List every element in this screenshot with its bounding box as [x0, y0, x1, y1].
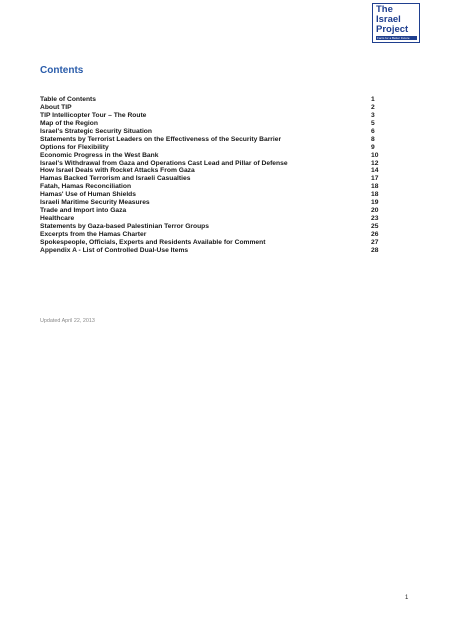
- toc-entry-title: Israel's Strategic Security Situation: [40, 127, 152, 135]
- toc-entry-title: About TIP: [40, 103, 72, 111]
- toc-entry-title: Israeli Maritime Security Measures: [40, 199, 150, 207]
- toc-entry-page: 20: [371, 207, 379, 215]
- toc-entry-title: Appendix A - List of Controlled Dual-Use Items: [40, 246, 189, 254]
- toc-entry-title: Israel's Withdrawal from Gaza and Operations Cast Lead and Pillar of Defense: [40, 159, 288, 167]
- toc-entry-title: Spokespeople, Officials, Experts and Residents Available for Comment: [40, 238, 266, 246]
- toc-entry-title: Statements by Gaza-based Palestinian Terror Groups: [40, 223, 209, 230]
- toc-entry-page: 3: [371, 111, 375, 119]
- toc-entry[interactable]: [40, 128, 385, 136]
- toc-entry-title: How Israel Deals with Rocket Attacks From Gaza: [40, 167, 195, 175]
- toc-entry-page: 14: [371, 167, 379, 175]
- logo-tagline: Facts for a Better Future: [376, 36, 417, 40]
- toc-entry-page: 1: [371, 96, 375, 103]
- toc-entry-page: 10: [371, 151, 379, 159]
- toc-entry-page: 28: [371, 246, 379, 254]
- toc-entry-page: 6: [371, 127, 375, 135]
- toc-entry-page: 9: [371, 143, 375, 151]
- toc-entry[interactable]: [40, 167, 385, 175]
- toc-entry[interactable]: [40, 144, 385, 152]
- toc-entry-title: Fatah, Hamas Reconciliation: [40, 183, 132, 191]
- contents-heading: Contents: [40, 65, 84, 76]
- toc-entry[interactable]: [40, 104, 385, 112]
- updated-date: Updated April 22, 2013: [40, 318, 95, 324]
- logo-line-2: Israel: [376, 14, 401, 25]
- toc-entry-page: 8: [371, 135, 375, 143]
- toc-entry-page: 27: [371, 238, 379, 246]
- toc-entry-page: 19: [371, 199, 379, 207]
- toc-entry-title: TIP Intellicopter Tour – The Route: [40, 111, 147, 119]
- toc-entry-title: Table of Contents: [40, 96, 96, 103]
- logo-line-1: The: [376, 4, 393, 15]
- toc-entry[interactable]: [40, 152, 385, 160]
- toc-entry-title: Hamas' Use of Human Shields: [40, 191, 136, 199]
- toc-entry[interactable]: [40, 247, 385, 255]
- toc-entry-page: 5: [371, 119, 375, 127]
- toc-entry[interactable]: [40, 191, 385, 199]
- toc-entry[interactable]: [40, 207, 385, 215]
- toc-entry-page: 12: [371, 159, 379, 167]
- toc-entry-page: 18: [371, 191, 379, 199]
- toc-entry-page: 26: [371, 230, 379, 238]
- toc-entry[interactable]: [40, 183, 385, 191]
- toc-entry-title: Healthcare: [40, 215, 75, 223]
- toc-entry-page: 23: [371, 215, 379, 223]
- toc-entry-page: 18: [371, 183, 379, 191]
- toc-entry[interactable]: [40, 231, 385, 239]
- toc-entry[interactable]: [40, 239, 385, 247]
- logo-line-3: Project: [376, 24, 409, 35]
- toc-entry[interactable]: [40, 120, 385, 128]
- toc-entry-title: Hamas Backed Terrorism and Israeli Casualties: [40, 175, 191, 183]
- toc-entry[interactable]: [40, 160, 385, 168]
- toc-entry-title: Trade and Import into Gaza: [40, 207, 127, 215]
- toc-entry-title: Economic Progress in the West Bank: [40, 151, 159, 159]
- page-number: 1: [405, 595, 409, 601]
- toc-entry-page: 25: [371, 223, 379, 230]
- toc-entry[interactable]: [40, 136, 385, 144]
- toc-entry-page: 17: [371, 175, 379, 183]
- toc-entry[interactable]: [40, 199, 385, 207]
- table-of-contents-list: [40, 96, 385, 255]
- toc-entry-title: Map of the Region: [40, 119, 98, 127]
- toc-entry-title: Excerpts from the Hamas Charter: [40, 230, 147, 238]
- toc-entry[interactable]: [40, 215, 385, 223]
- toc-entry[interactable]: [40, 112, 385, 120]
- the-israel-project-logo: [372, 3, 420, 43]
- toc-entry[interactable]: [40, 223, 385, 231]
- toc-entry[interactable]: [40, 175, 385, 183]
- toc-entry-title: Statements by Terrorist Leaders on the Effectiveness of the Security Barrier: [40, 135, 282, 143]
- toc-entry[interactable]: [40, 96, 385, 104]
- toc-entry-page: 2: [371, 103, 375, 111]
- toc-entry-title: Options for Flexibility: [40, 143, 109, 151]
